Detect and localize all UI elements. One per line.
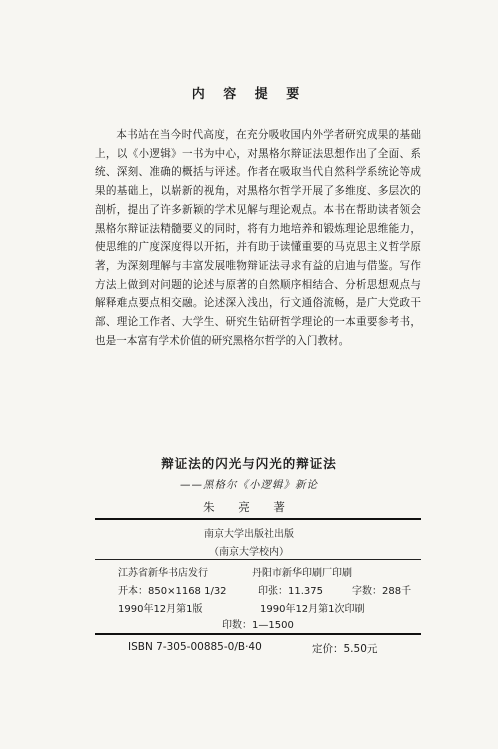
top-rule <box>95 518 421 520</box>
sheets: 印张：11.375 <box>258 586 323 597</box>
bottom-rule <box>95 633 421 635</box>
isbn: ISBN 7-305-00885-0/B·40 <box>128 641 262 653</box>
book-author: 朱 亮 著 <box>203 500 295 514</box>
format: 开本：850×1168 1/32 <box>118 586 227 597</box>
word-count: 字数：288千 <box>352 586 412 597</box>
distributor: 江苏省新华书店发行 <box>118 568 208 579</box>
book-subtitle: ——黑格尔《小逻辑》新论 <box>180 479 318 491</box>
printing: 1990年12月第1次印刷 <box>260 604 365 615</box>
publisher-address: （南京大学校内） <box>209 547 289 558</box>
divider-rule <box>95 559 421 560</box>
publisher: 南京大学出版社出版 <box>204 529 294 540</box>
printer: 丹阳市新华印刷厂印刷 <box>252 568 352 579</box>
edition: 1990年12月第1版 <box>118 604 203 615</box>
print-run: 印数：1—1500 <box>222 620 294 631</box>
summary-heading: 内 容 提 要 <box>191 87 307 102</box>
book-title: 辩证法的闪光与闪光的辩证法 <box>161 456 337 471</box>
price: 定价：5.50元 <box>312 643 378 655</box>
summary-text: 本书站在当今时代高度，在充分吸收国内外学者研究成果的基础上，以《小逻辑》一书为中心，对黑格尔辩证法思想作出了全面、系统、深刻、准确的概括与评述。作者在吸取当代自然科学系统论等成果的基础上，以崭新的视角，对黑格尔哲学开展了多维度、多层次的剖析，提出了许多新颖的学术见解与理论观点。本书在帮助读者领会黑格尔辩证法精髓要义的同时，将有力地培养和锻炼理论思维能力，使思维的广度深度得以开拓，并有助于读懂重要的马克思主义哲学原著，为深刻理解与丰富发展唯物辩证法寻求有益的启迪与借鉴。写作方法上做到对问题的论述与原著的自然顺序相结合、分析思想观点与解释难点要点相交融。论述深入浅出，行文通俗流畅，是广大党政干部、理论工作者、大学生、研究生钻研哲学理论的一本重要参考书，也是一本富有学术价值的研究黑格尔哲学的入门教材。 <box>95 129 421 347</box>
